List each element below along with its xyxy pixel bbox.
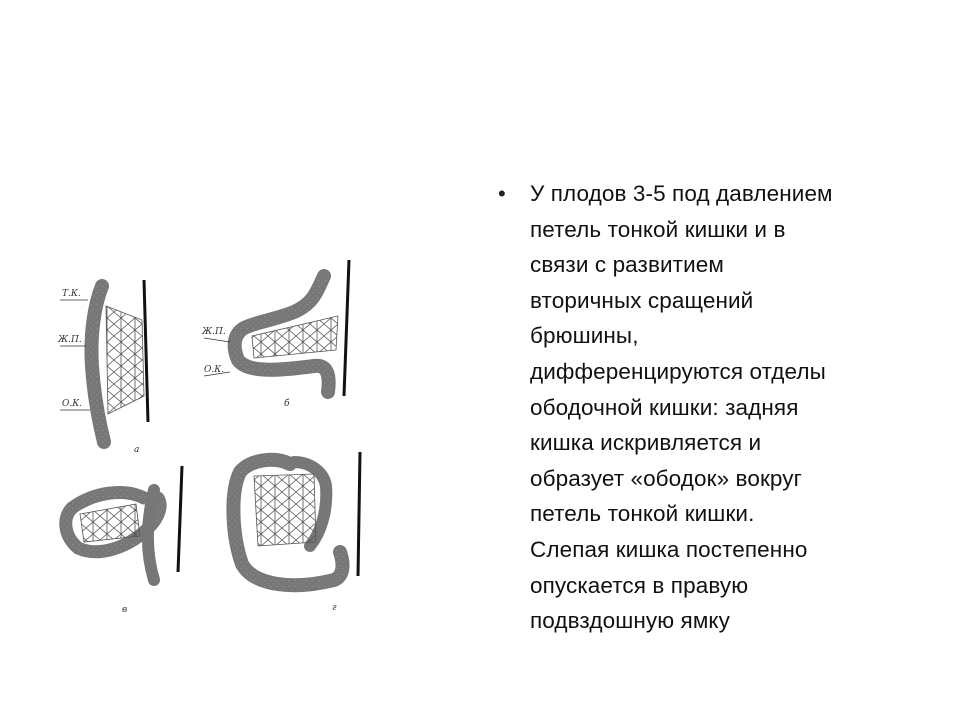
panel-b bbox=[201, 260, 349, 409]
panel-c-wall bbox=[178, 466, 182, 572]
panel-c bbox=[66, 466, 182, 615]
intestine-development-figure bbox=[44, 246, 374, 626]
panel-b-wall bbox=[344, 260, 349, 396]
panel-c-letter: в bbox=[122, 605, 128, 615]
label-zhp: Ж.П. bbox=[58, 335, 82, 345]
panel-d-mesentery bbox=[254, 474, 316, 546]
figure-drawing bbox=[44, 246, 374, 626]
label-ok: О.К. bbox=[62, 399, 83, 409]
panel-a-wall bbox=[144, 280, 148, 422]
panel-d-letter: г bbox=[332, 603, 337, 613]
label-tk: Т.К. bbox=[62, 289, 81, 299]
panel-d bbox=[233, 452, 360, 613]
bullet-item bbox=[498, 176, 918, 639]
label-b-ok: О.К. bbox=[204, 365, 225, 375]
bullet-text: У плодов 3-5 под давлением петель тонкой кишки и в связи с развитием вторичных сращений брюшины, дифференцируются отделы ободочной кишки: задняя кишка искривляется и образует «ободок» вокруг петель тонкой кишки. Слепая кишка постепенно опускается в правую подвздошную ямку bbox=[530, 181, 833, 634]
panel-a-letter: а bbox=[134, 445, 140, 455]
bullet-symbol: • bbox=[498, 181, 506, 206]
panel-a bbox=[57, 280, 148, 455]
label-b-zhp: Ж.П. bbox=[202, 327, 226, 337]
bullet-text-box bbox=[498, 176, 918, 639]
panel-a-mesentery bbox=[106, 306, 144, 414]
panel-b-letter: б bbox=[284, 399, 290, 409]
panel-d-wall bbox=[358, 452, 360, 576]
panel-c-mesentery bbox=[80, 504, 140, 542]
